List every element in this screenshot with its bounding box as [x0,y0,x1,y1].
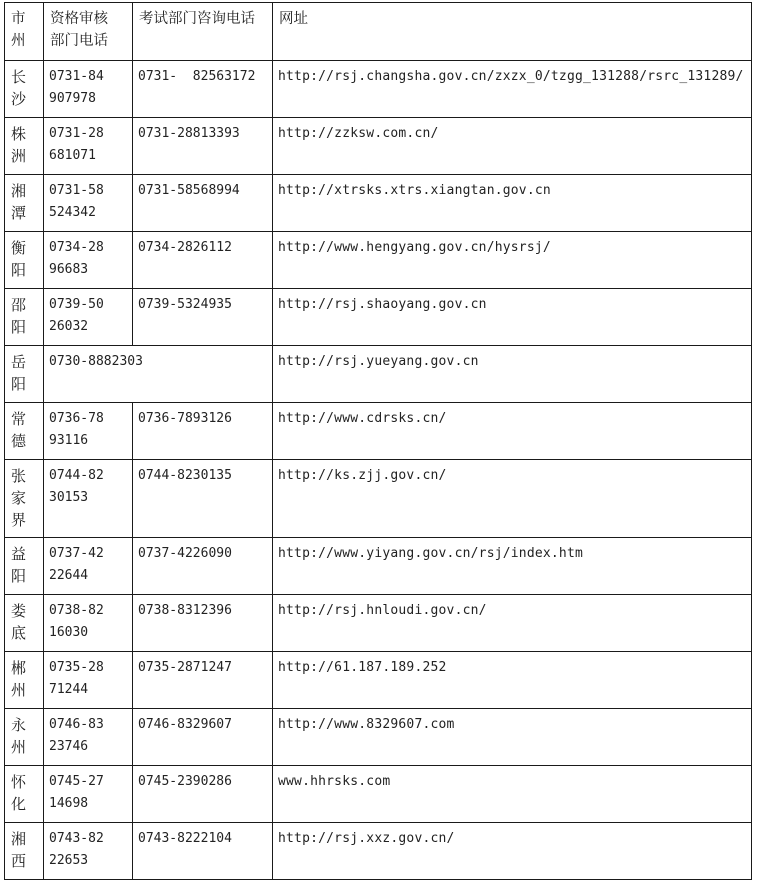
review-phone-cell: 0731-28681071 [44,118,133,175]
website-link[interactable]: www.hhrsks.com [273,766,752,823]
table-row [5,538,752,595]
city-cell: 怀化 [5,766,44,823]
review-phone-cell: 0745-2714698 [44,766,133,823]
table-row [5,766,752,823]
review-phone-cell: 0738-8216030 [44,595,133,652]
table-row [5,61,752,118]
website-link[interactable]: http://zzksw.com.cn/ [273,118,752,175]
city-cell: 衡阳 [5,232,44,289]
review-phone-cell: 0746-8323746 [44,709,133,766]
review-phone-cell: 0743-8222653 [44,823,133,880]
table-row [5,652,752,709]
exam-phone-cell: 0743-8222104 [133,823,273,880]
header-review-phone: 资格审核部门电话 [44,3,133,61]
exam-phone-cell: 0731-28813393 [133,118,273,175]
city-cell: 株洲 [5,118,44,175]
table-row [5,403,752,460]
website-link[interactable]: http://xtrsks.xtrs.xiangtan.gov.cn [273,175,752,232]
city-cell: 娄底 [5,595,44,652]
website-link[interactable]: http://www.cdrsks.cn/ [273,403,752,460]
city-cell: 邵阳 [5,289,44,346]
header-city: 市州 [5,3,44,61]
city-cell: 湘西 [5,823,44,880]
table-row [5,823,752,880]
city-cell: 郴州 [5,652,44,709]
exam-phone-cell: 0746-8329607 [133,709,273,766]
review-phone-cell: 0737-4222644 [44,538,133,595]
website-link[interactable]: http://rsj.hnloudi.gov.cn/ [273,595,752,652]
city-cell: 永州 [5,709,44,766]
exam-phone-cell: 0739-5324935 [133,289,273,346]
table-row [5,346,752,403]
table-row [5,289,752,346]
header-website: 网址 [273,3,752,61]
website-link[interactable]: http://www.hengyang.gov.cn/hysrsj/ [273,232,752,289]
contact-table-container [4,2,752,880]
review-phone-cell: 0739-5026032 [44,289,133,346]
website-link[interactable]: http://rsj.shaoyang.gov.cn [273,289,752,346]
review-phone-cell: 0736-7893116 [44,403,133,460]
review-phone-cell: 0744-8230153 [44,460,133,538]
website-link[interactable]: http://61.187.189.252 [273,652,752,709]
exam-phone-cell: 0734-2826112 [133,232,273,289]
table-header-row [5,3,752,61]
city-cell: 常德 [5,403,44,460]
exam-phone-cell: 0731- 82563172 [133,61,273,118]
contact-table [4,2,752,880]
website-link[interactable]: http://rsj.changsha.gov.cn/zxzx_0/tzgg_131288/rsrc_131289/ [273,61,752,118]
table-row [5,232,752,289]
exam-phone-cell: 0745-2390286 [133,766,273,823]
city-cell: 岳阳 [5,346,44,403]
review-phone-cell: 0731-84907978 [44,61,133,118]
website-link[interactable]: http://www.8329607.com [273,709,752,766]
city-cell: 长沙 [5,61,44,118]
review-phone-cell: 0731-58524342 [44,175,133,232]
exam-phone-cell: 0731-58568994 [133,175,273,232]
exam-phone-cell: 0737-4226090 [133,538,273,595]
exam-phone-cell: 0735-2871247 [133,652,273,709]
website-link[interactable]: http://www.yiyang.gov.cn/rsj/index.htm [273,538,752,595]
city-cell: 张家界 [5,460,44,538]
merged-phone-cell: 0730-8882303 [44,346,273,403]
exam-phone-cell: 0736-7893126 [133,403,273,460]
table-row [5,595,752,652]
city-cell: 益阳 [5,538,44,595]
table-row [5,175,752,232]
table-row [5,709,752,766]
city-cell: 湘潭 [5,175,44,232]
table-row [5,460,752,538]
review-phone-cell: 0735-2871244 [44,652,133,709]
exam-phone-cell: 0738-8312396 [133,595,273,652]
website-link[interactable]: http://ks.zjj.gov.cn/ [273,460,752,538]
exam-phone-cell: 0744-8230135 [133,460,273,538]
website-link[interactable]: http://rsj.xxz.gov.cn/ [273,823,752,880]
table-row [5,118,752,175]
header-exam-phone: 考试部门咨询电话 [133,3,273,61]
review-phone-cell: 0734-2896683 [44,232,133,289]
website-link[interactable]: http://rsj.yueyang.gov.cn [273,346,752,403]
